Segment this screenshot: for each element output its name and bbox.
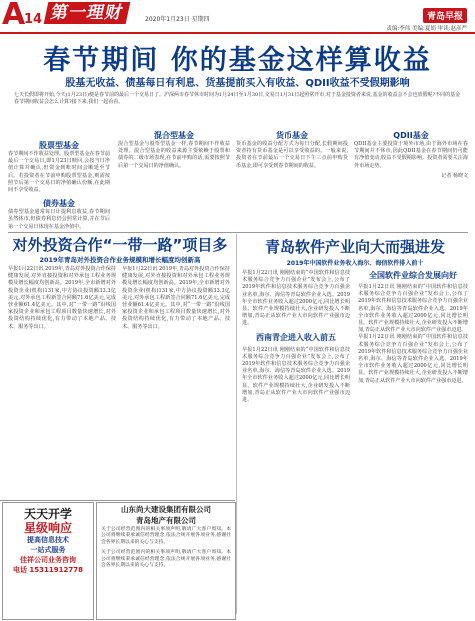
column-divider [236,234,237,614]
story3-body: 早报1月22日讯 刚刚结束的“中国软件和信息技术服务综合竞争力百强企业”发布会上,公布了2019年软件和信息技术服务综合竞争力百强企业名单,海尔、海信等青岛软件企业入选。2019年全市软件业务收入超过2000亿元,同比增长明显。软件产业规模持续壮大,企业研发投入不断增加,青岛正从软件产业大市向软件产业强市迈进。 [242,270,350,327]
ad-subtitle: 青岛地产有限公司 [136,516,196,525]
story3-subheading: 西南青企进入收入前五 [256,332,336,342]
section-title: 货币基金 [276,131,308,140]
section-body: 货币基金的收益分配方式为每日分配,长假期间投资者持有货币基金是可以享受收益的。一般来说,投资者在节前最后一个交易日下午三点前申购货币基金,即可享受到春节期间的收益。 [236,141,348,169]
section-body: 混合型基金与股票型基金一样,春节期间不作收益处理。混合型基金的收益来源主要依赖于股票和债券的二级市场表现,在节前申购的话,需要按照节后第一个交易日的净值确认。 [118,141,230,169]
section-title: 债券基金 [43,199,75,209]
story3-body: 早报1月22日讯 刚刚结束的“中国软件和信息技术服务综合竞争力百强企业”发布会上,公布了2019年软件和信息技术服务综合竞争力百强企业名单,海尔、海信等青岛软件企业入选。2019年全市软件业务收入超过2000亿元,同比增长明显。软件产业规模持续壮大,企业研发投入不断增加,青岛正从软件产业大市向软件产业强市迈进。 [358,334,468,384]
section-letter: A [2,0,26,32]
main-headline: 春节期间 你的基金这样算收益 [43,45,432,76]
section-qdii-funds [354,130,468,179]
story3-headline: 青岛软件产业向大而强进发 [264,238,445,256]
section-body: 春节期间不作收益处理。股票型基金在春节前最后一个交易日,即1月23日赎回,会按当日净值计算并确认,但资金到账时间会顺延至节后。若投资者在节前申购股票型基金,则需按照节后第一个交易日的净值确认份额,在此期间不享受收益。 [8,151,110,194]
author-byline: 记者 杨晓文 [441,172,468,179]
ad-line: 提高信息技术 [27,536,69,544]
section-stock-funds [8,140,110,231]
ad-body: 关于公司经营范围内的相关事项声明,敬请广大客户周知。本公司将继续秉承诚信经营理念,依法合规开展各项业务,感谢社会各界长期以来的关心与支持。 [101,527,231,545]
story3-column-right [358,270,468,385]
section-title: 混合型基金 [154,131,194,140]
section-title: QDII基金 [393,131,429,140]
story2-body: 早报1月22日讯 2019年,青岛对外投资合作保持健康发展,对外直接投资和对外承包工程业务规模及增长幅度均创新高。2019年,全市新增对外投资企业(机构)131家,中方协议投资额33.3亿美元,对外承包工程新签合同额71.6亿美元,完成营业额61.4亿美元。其中,对“一带一路”沿线国家投资企业和承包工程项目数量快速增长,对外投资结构持续优化,有力带动了本地产品、技术、服务等出口。 [8,266,116,330]
main-subheadline: 股基无收益、债基每日有利息、货基提前买入有收益、QDII收益不受假期影响 [65,78,410,89]
section-divider [8,232,468,233]
right-advertisement[interactable] [96,502,236,620]
story3-subheadline: 2019年中国软件业务收入海尔、海信软件排入前十 [286,260,424,267]
section-title: 股票型基金 [39,141,79,150]
ad-title: 山东尚大建设集团有限公司 [121,505,211,514]
editor-credits: 责编:李伟 美编:夏娟 审读:赵彦严 [386,26,467,32]
story3-column-left [242,270,350,404]
ad-line: 一站式服务 [30,546,66,554]
story2-body-text: 早报1月22日讯 2019年,青岛对外投资合作保持健康发展,对外直接投资和对外承包工程业务规模及增长幅度均创新高。2019年,全市新增对外投资企业(机构)131家,中方协议投资额33.3亿美元,对外承包工程新签合同额71.6亿美元,完成营业额61.4亿美元。其中,对“一带一路”沿线国家投资企业和承包工程项目数量快速增长,对外投资结构持续优化,有力带动了本地产品、技术、服务等出口。 [122,266,230,330]
story2-headline: 对外投资合作“一带一路”项目多 [12,236,228,254]
ad-body: 关于公司经营范围内的相关事项声明,敬请广大客户周知。本公司将继续秉承诚信经营理念,依法合规开展各项业务,感谢社会各界长期以来的关心与支持。 [101,550,231,569]
header-rule [0,32,475,34]
paper-logo: 青岛早报 [423,8,467,23]
section-money-funds [236,130,348,170]
ad-line: 佳祥公司业务咨询 [20,556,76,564]
section-body: 债券型基金通常每日计提利息收益,春节期间虽然休市,但债券利息仍会照常计算,并在节后第一个交易日体现在基金净值中。 [8,209,110,230]
section-mixed-funds [118,130,230,170]
page-header [0,0,475,34]
section-body: QDII基金主要投资于境外市场,由于海外市场在春节期间并不休市,因此QDII基金在春节期间仍可能有净值变动,收益不受假期影响。投资者需要关注海外市场走势。 [354,141,468,169]
page-number: 14 [24,12,43,27]
ad-phone: 电话 15311912778 [12,566,83,574]
story3-subheading: 全国软件业综合发展向好 [369,271,457,280]
story3-body: 早报1月22日讯 刚刚结束的“中国软件和信息技术服务综合竞争力百强企业”发布会上,公布了2019年软件和信息技术服务综合竞争力百强企业名单,海尔、海信等青岛软件企业入选。2019年全市软件业务收入超过2000亿元,同比增长明显。软件产业规模持续壮大,企业研发投入不断增加,青岛正从软件产业大市向软件产业强市迈进。 [358,284,468,334]
story2-subheadline: 2019年青岛对外投资合作业务规模和增长幅度均创新高 [39,256,201,264]
issue-date: 2020年1月23日 星期四 [145,16,210,23]
ad-subtitle: 星级响应 [23,521,72,535]
ad-title: 天天开学 [23,507,72,521]
masthead-title: 第一理财 [44,2,131,24]
left-advertisement[interactable] [2,502,94,620]
story3-body: 早报1月22日讯 刚刚结束的“中国软件和信息技术服务综合竞争力百强企业”发布会上,公布了2019年软件和信息技术服务综合竞争力百强企业名单,海尔、海信等青岛软件企业入选。2019年全市软件业务收入超过2000亿元,同比增长明显。软件产业规模持续壮大,企业研发投入不断增加,青岛正从软件产业大市向软件产业强市迈进。 [242,346,350,404]
main-lead-paragraph: 七天长假即将开始,今天(1月23日)便是春节前的最后一个交易日了。沪深两市春节休市时间为1月24日至1月30日,交易日1月31日起照常开市,对于基金投资者来说,基金的收益会不会也放假呢?不同的基金春节期间收益会怎么计算?接下来,我们一起看看。 [14,92,461,105]
story2-body-continued [122,266,230,496]
